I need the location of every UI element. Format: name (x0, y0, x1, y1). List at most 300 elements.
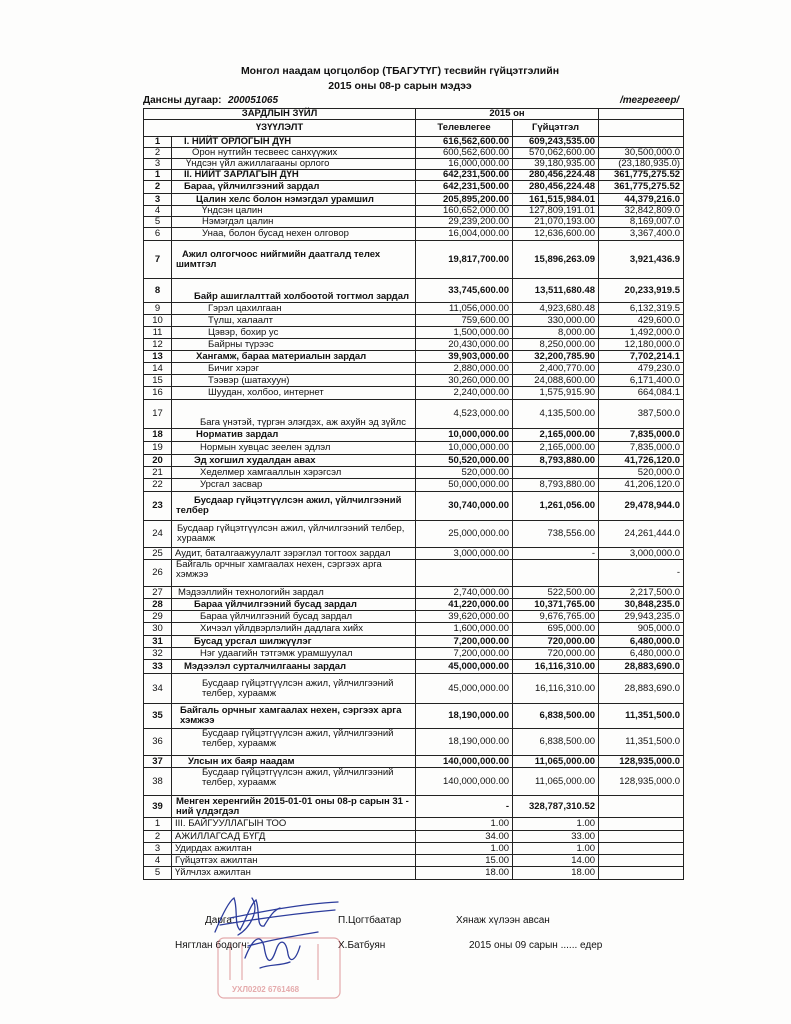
actual-value: 9,676,765.00 (513, 611, 599, 623)
table-row (144, 768, 684, 796)
table-row (144, 855, 684, 867)
table-row (144, 548, 684, 560)
actual-value: 720,000.00 (513, 648, 599, 660)
row-label: Гэрэл цахилгаан (172, 303, 416, 315)
row-label: Орон нутгийн тесвеес санхүүжих (172, 148, 416, 159)
row-number: 32 (144, 648, 172, 660)
actual-value: 127,809,191.01 (513, 206, 599, 217)
actual-value: 330,000.00 (513, 315, 599, 327)
row-label: Үндсэн цалин (172, 206, 416, 217)
plan-value: 50,520,000.00 (416, 455, 513, 467)
table-row (144, 599, 684, 611)
difference-value: 29,943,235.0 (599, 611, 684, 623)
received-date: 2015 оны 09 сарын ...... едер (469, 940, 603, 951)
difference-value: 7,835,000.0 (599, 429, 684, 442)
table-row (144, 339, 684, 351)
row-number: 19 (144, 442, 172, 455)
difference-value: 429,600.0 (599, 315, 684, 327)
plan-value: 29,239,200.00 (416, 217, 513, 228)
actual-value: 39,180,935.00 (513, 159, 599, 170)
actual-value: 33.00 (513, 831, 599, 843)
difference-value: 7,835,000.0 (599, 442, 684, 455)
plan-value: 15.00 (416, 855, 513, 867)
director-label: Дарга: (205, 915, 235, 926)
row-label: Гүйцэтгэх ажилтан (172, 855, 416, 867)
actual-value: 13,511,680.48 (513, 279, 599, 303)
plan-value: 45,000,000.00 (416, 674, 513, 704)
table-row (144, 351, 684, 363)
row-label: Эд хогшил худалдан авах (172, 455, 416, 467)
actual-value: 609,243,535.00 (513, 137, 599, 148)
row-label: Удирдах ажилтан (172, 843, 416, 855)
actual-value: 4,923,680.48 (513, 303, 599, 315)
table-row (144, 429, 684, 442)
difference-value: 6,132,319.5 (599, 303, 684, 315)
plan-value: 4,523,000.00 (416, 400, 513, 429)
row-label: Аудит, баталгаажуулалт зэрэглэл тогтоох зардал (172, 548, 416, 560)
column-header-item-group: ЗАРДЛЫН ЗҮЙЛ (144, 109, 416, 120)
difference-value: 128,935,000.0 (599, 768, 684, 796)
row-label: Үндсэн үйл ажиллагааны орлого (172, 159, 416, 170)
report-subtitle: 2015 оны 08-р сарын мэдээ (328, 80, 472, 92)
plan-value: 642,231,500.00 (416, 170, 513, 181)
row-label: Байгаль орчныг хамгаалах нехен, сэргээх арга хэмжээ (172, 704, 416, 729)
row-label: Байрны түрээс (172, 339, 416, 351)
table-row (144, 587, 684, 599)
row-number: 4 (144, 206, 172, 217)
row-number: 1 (144, 818, 172, 831)
difference-value: 28,883,690.0 (599, 674, 684, 704)
row-label: Тээвэр (шатахуун) (172, 375, 416, 387)
account-label: Дансны дугаар: (143, 95, 222, 106)
table-row (144, 194, 684, 206)
row-label: Мэдээлэл сурталчилгааны зардал (172, 660, 416, 674)
table-row (144, 303, 684, 315)
table-row (144, 611, 684, 623)
actual-value: 1,261,056.00 (513, 492, 599, 521)
account-number: 200051065 (228, 95, 279, 106)
row-label: Шуудан, холбоо, интернет (172, 387, 416, 400)
row-number: 8 (144, 279, 172, 303)
actual-value: 280,456,224.48 (513, 170, 599, 181)
row-label: Түлш, халаалт (172, 315, 416, 327)
plan-value: 600,562,600.00 (416, 148, 513, 159)
row-label: Хичээл үйлдвэрлэлийн дадлага хийх (172, 623, 416, 636)
row-number: 5 (144, 867, 172, 880)
plan-value: 10,000,000.00 (416, 442, 513, 455)
row-label: Бараа, үйлчилгээний зардал (172, 181, 416, 194)
difference-value: 3,367,400.0 (599, 228, 684, 241)
row-label: Бага үнэтэй, түргэн элэгдэх, аж ахуйн эд зүйлс (172, 400, 416, 429)
plan-value: 1,600,000.00 (416, 623, 513, 636)
table-row (144, 831, 684, 843)
row-number: 39 (144, 796, 172, 818)
table-row (144, 867, 684, 880)
row-number: 21 (144, 467, 172, 479)
plan-value: 18,190,000.00 (416, 729, 513, 756)
row-label: Бусдаар гүйцэтгүүлсэн ажил, үйлчилгээний телбер, хураамж (172, 521, 416, 548)
difference-value: (23,180,935.0) (599, 159, 684, 170)
row-label: Хангамж, бараа материалын зардал (172, 351, 416, 363)
actual-value: 12,636,600.00 (513, 228, 599, 241)
table-row (144, 636, 684, 648)
plan-value: 18.00 (416, 867, 513, 880)
plan-value: 2,240,000.00 (416, 387, 513, 400)
table-row (144, 560, 684, 587)
plan-value: 642,231,500.00 (416, 181, 513, 194)
difference-value: 1,492,000.0 (599, 327, 684, 339)
row-number: 27 (144, 587, 172, 599)
row-label: Менген херенгийн 2015-01-01 оны 08-р сарын 31 - ний үлдэгдэл (172, 796, 416, 818)
plan-value: 3,000,000.00 (416, 548, 513, 560)
row-label: Норматив зардал (172, 429, 416, 442)
difference-value: 29,478,944.0 (599, 492, 684, 521)
row-number: 36 (144, 729, 172, 756)
plan-value: 10,000,000.00 (416, 429, 513, 442)
actual-value: 6,838,500.00 (513, 704, 599, 729)
difference-value: 6,480,000.0 (599, 648, 684, 660)
official-stamp (218, 938, 340, 998)
table-row (144, 648, 684, 660)
difference-value: 128,935,000.0 (599, 756, 684, 768)
difference-value: 664,084.1 (599, 387, 684, 400)
row-label: Ажил олгогчоос нийгмийн даатгалд телех шимтгэл (172, 241, 416, 279)
row-label: Улсын их баяр наадам (172, 756, 416, 768)
actual-value: 8,793,880.00 (513, 479, 599, 492)
column-header-indicator: ҮЗҮҮЛЭЛТ (144, 120, 416, 137)
table-row (144, 492, 684, 521)
row-number: 29 (144, 611, 172, 623)
difference-value: 11,351,500.0 (599, 704, 684, 729)
row-number: 1 (144, 170, 172, 181)
actual-value: 18.00 (513, 867, 599, 880)
difference-value: 41,726,120.0 (599, 455, 684, 467)
row-number: 2 (144, 148, 172, 159)
row-number: 14 (144, 363, 172, 375)
difference-value (599, 796, 684, 818)
row-number: 6 (144, 228, 172, 241)
currency-unit: /тегрегеер/ (620, 95, 680, 106)
accountant-name: Х.Батбуян (338, 940, 386, 951)
table-row (144, 818, 684, 831)
actual-value: 522,500.00 (513, 587, 599, 599)
actual-value: 1.00 (513, 843, 599, 855)
table-row (144, 137, 684, 148)
plan-value: 2,880,000.00 (416, 363, 513, 375)
plan-value: 616,562,600.00 (416, 137, 513, 148)
difference-value: 7,702,214.1 (599, 351, 684, 363)
actual-value: 570,062,600.00 (513, 148, 599, 159)
row-number: 38 (144, 768, 172, 796)
row-number: 3 (144, 159, 172, 170)
row-label: Үйлчлэх ажилтан (172, 867, 416, 880)
table-row (144, 704, 684, 729)
plan-value: 160,652,000.00 (416, 206, 513, 217)
actual-value: 738,556.00 (513, 521, 599, 548)
difference-value: 24,261,444.0 (599, 521, 684, 548)
plan-value: 25,000,000.00 (416, 521, 513, 548)
difference-value: 11,351,500.0 (599, 729, 684, 756)
plan-value: 45,000,000.00 (416, 660, 513, 674)
plan-value: 7,200,000.00 (416, 648, 513, 660)
difference-value: 361,775,275.52 (599, 170, 684, 181)
row-label: Унаа, болон бусад нехен олговор (172, 228, 416, 241)
difference-value: 479,230.0 (599, 363, 684, 375)
table-row (144, 363, 684, 375)
difference-value: 32,842,809.0 (599, 206, 684, 217)
row-number: 26 (144, 560, 172, 587)
table-row (144, 375, 684, 387)
plan-value: 30,260,000.00 (416, 375, 513, 387)
actual-value: 16,116,310.00 (513, 660, 599, 674)
plan-value: 1.00 (416, 843, 513, 855)
difference-value (599, 137, 684, 148)
difference-value: 2,217,500.0 (599, 587, 684, 599)
table-row (144, 674, 684, 704)
actual-value: 11,065,000.00 (513, 756, 599, 768)
row-number: 2 (144, 831, 172, 843)
table-row (144, 241, 684, 279)
table-row (144, 479, 684, 492)
table-row (144, 623, 684, 636)
difference-value: 520,000.0 (599, 467, 684, 479)
plan-value: 20,430,000.00 (416, 339, 513, 351)
actual-value: 8,793,880.00 (513, 455, 599, 467)
plan-value: 2,740,000.00 (416, 587, 513, 599)
actual-value (513, 467, 599, 479)
actual-value: 1.00 (513, 818, 599, 831)
actual-value: 11,065,000.00 (513, 768, 599, 796)
plan-value: 30,740,000.00 (416, 492, 513, 521)
row-number: 20 (144, 455, 172, 467)
actual-value: 1,575,915.90 (513, 387, 599, 400)
row-number: 24 (144, 521, 172, 548)
actual-value: 32,200,785.90 (513, 351, 599, 363)
row-label: Цалин хелс болон нэмэгдэл урамшил (172, 194, 416, 206)
table-row (144, 467, 684, 479)
table-header-row (144, 120, 684, 137)
column-header-year: 2015 он (416, 109, 599, 120)
actual-value: 21,070,193.00 (513, 217, 599, 228)
column-header-empty (599, 109, 684, 120)
table-row (144, 228, 684, 241)
actual-value: 4,135,500.00 (513, 400, 599, 429)
table-row (144, 327, 684, 339)
plan-value: 7,200,000.00 (416, 636, 513, 648)
table-row (144, 756, 684, 768)
actual-value: 10,371,765.00 (513, 599, 599, 611)
row-number: 37 (144, 756, 172, 768)
row-label: Бараа үйлчилгээний бусад зардал (172, 599, 416, 611)
row-number: 28 (144, 599, 172, 611)
table-row (144, 206, 684, 217)
plan-value: 11,056,000.00 (416, 303, 513, 315)
table-row (144, 315, 684, 327)
difference-value: 12,180,000.0 (599, 339, 684, 351)
row-number: 22 (144, 479, 172, 492)
actual-value: 6,838,500.00 (513, 729, 599, 756)
column-header-actual: Гүйцэтгэл (513, 120, 599, 137)
actual-value: 2,165,000.00 (513, 442, 599, 455)
actual-value: 16,116,310.00 (513, 674, 599, 704)
row-number: 3 (144, 843, 172, 855)
actual-value: 2,400,770.00 (513, 363, 599, 375)
table-row (144, 660, 684, 674)
row-label: АЖИЛЛАГСАД БҮГД (172, 831, 416, 843)
row-number: 16 (144, 387, 172, 400)
row-label: Бусдаар гүйцэтгүүлсэн ажил, үйлчилгээний телбер, хураамж (172, 768, 416, 796)
row-label: Нормын хувцас зеелен эдлэл (172, 442, 416, 455)
plan-value: 18,190,000.00 (416, 704, 513, 729)
plan-value: 16,004,000.00 (416, 228, 513, 241)
plan-value: 34.00 (416, 831, 513, 843)
plan-value: 759,600.00 (416, 315, 513, 327)
plan-value: 140,000,000.00 (416, 756, 513, 768)
difference-value: 30,848,235.0 (599, 599, 684, 611)
row-label: Урсгал засвар (172, 479, 416, 492)
difference-value: 44,379,216.0 (599, 194, 684, 206)
plan-value: 50,000,000.00 (416, 479, 513, 492)
row-label: Бусад урсгал шилжүүлэг (172, 636, 416, 648)
difference-value: 41,206,120.0 (599, 479, 684, 492)
row-label: Цэвэр, бохир ус (172, 327, 416, 339)
row-label: Мэдээллийн технологийн зардал (172, 587, 416, 599)
row-label: Бичиг хэрэг (172, 363, 416, 375)
plan-value: 39,620,000.00 (416, 611, 513, 623)
row-label: Хеделмер хамгааллын хэрэгсэл (172, 467, 416, 479)
actual-value: - (513, 548, 599, 560)
table-header-row (144, 109, 684, 120)
row-number: 25 (144, 548, 172, 560)
difference-value: 387,500.0 (599, 400, 684, 429)
column-header-difference (599, 120, 684, 137)
actual-value: 8,250,000.00 (513, 339, 599, 351)
table-row (144, 796, 684, 818)
budget-table (143, 108, 684, 880)
row-number: 30 (144, 623, 172, 636)
stamp-number: УХЛ0202 6761468 (232, 985, 300, 994)
table-row (144, 442, 684, 455)
row-label: Байгаль орчныг хамгаалах нехен, сэргээх арга хэмжээ (172, 560, 416, 587)
table-row (144, 521, 684, 548)
difference-value: - (599, 560, 684, 587)
row-label: II. НИЙТ ЗАРЛАГЫН ДҮН (172, 170, 416, 181)
plan-value: 41,220,000.00 (416, 599, 513, 611)
actual-value: 2,165,000.00 (513, 429, 599, 442)
difference-value (599, 831, 684, 843)
difference-value (599, 843, 684, 855)
row-number: 33 (144, 660, 172, 674)
actual-value: 695,000.00 (513, 623, 599, 636)
row-label: Бараа үйлчилгээний бусад зардал (172, 611, 416, 623)
difference-value: 3,000,000.0 (599, 548, 684, 560)
row-number: 34 (144, 674, 172, 704)
table-row (144, 159, 684, 170)
row-label: Бусдаар гүйцэтгүүлсэн ажил, үйлчилгээний телбер (172, 492, 416, 521)
row-number: 9 (144, 303, 172, 315)
actual-value: 15,896,263.09 (513, 241, 599, 279)
row-number: 18 (144, 429, 172, 442)
row-number: 31 (144, 636, 172, 648)
difference-value: 28,883,690.0 (599, 660, 684, 674)
plan-value: 19,817,700.00 (416, 241, 513, 279)
row-number: 3 (144, 194, 172, 206)
table-row (144, 170, 684, 181)
received-label: Хянаж хүлээн авсан (456, 915, 550, 926)
actual-value: 328,787,310.52 (513, 796, 599, 818)
actual-value (513, 560, 599, 587)
difference-value: 905,000.0 (599, 623, 684, 636)
row-number: 1 (144, 137, 172, 148)
table-row (144, 400, 684, 429)
difference-value: 8,169,007.0 (599, 217, 684, 228)
row-number: 7 (144, 241, 172, 279)
row-number: 10 (144, 315, 172, 327)
row-label: I. НИЙТ ОРЛОГЫН ДҮН (172, 137, 416, 148)
difference-value: 3,921,436.9 (599, 241, 684, 279)
actual-value: 24,088,600.00 (513, 375, 599, 387)
row-label: Бусдаар гүйцэтгүүлсэн ажил, үйлчилгээний телбер, хураамж (172, 674, 416, 704)
row-number: 35 (144, 704, 172, 729)
row-number: 13 (144, 351, 172, 363)
column-header-plan: Телевлегее (416, 120, 513, 137)
plan-value: 16,000,000.00 (416, 159, 513, 170)
director-name: П.Цогтбаатар (338, 915, 402, 926)
report-title: Монгол наадам цогцолбор (ТБАГУТҮГ) тесвийн гүйцэтгэлийн (240, 65, 560, 77)
row-number: 4 (144, 855, 172, 867)
table-row (144, 181, 684, 194)
accountant-label: Нягтлан бодогч: (175, 940, 250, 951)
difference-value: 361,775,275.52 (599, 181, 684, 194)
table-row (144, 148, 684, 159)
signatures-and-stamp (190, 880, 360, 1005)
row-label: Нэг удаагийн тэтгэмж урамшуулал (172, 648, 416, 660)
plan-value: 205,895,200.00 (416, 194, 513, 206)
difference-value (599, 818, 684, 831)
plan-value: 520,000.00 (416, 467, 513, 479)
difference-value: 6,480,000.0 (599, 636, 684, 648)
difference-value (599, 855, 684, 867)
director-signature (215, 898, 338, 935)
table-row (144, 455, 684, 467)
row-label: Байр ашиглалттай холбоотой тогтмол зардал (172, 279, 416, 303)
actual-value: 280,456,224.48 (513, 181, 599, 194)
row-number: 2 (144, 181, 172, 194)
row-number: 15 (144, 375, 172, 387)
plan-value: 39,903,000.00 (416, 351, 513, 363)
row-label: Нэмэгдэл цалин (172, 217, 416, 228)
plan-value: 1,500,000.00 (416, 327, 513, 339)
table-row (144, 729, 684, 756)
row-label: III. БАЙГУУЛЛАГЫН ТОО (172, 818, 416, 831)
row-number: 12 (144, 339, 172, 351)
actual-value: 720,000.00 (513, 636, 599, 648)
row-number: 23 (144, 492, 172, 521)
plan-value: 33,745,600.00 (416, 279, 513, 303)
difference-value: 20,233,919.5 (599, 279, 684, 303)
actual-value: 161,515,984.01 (513, 194, 599, 206)
row-number: 11 (144, 327, 172, 339)
row-number: 17 (144, 400, 172, 429)
difference-value: 30,500,000.0 (599, 148, 684, 159)
plan-value: 1.00 (416, 818, 513, 831)
table-row (144, 217, 684, 228)
difference-value: 6,171,400.0 (599, 375, 684, 387)
table-row (144, 843, 684, 855)
plan-value: - (416, 796, 513, 818)
row-number: 5 (144, 217, 172, 228)
table-row (144, 387, 684, 400)
